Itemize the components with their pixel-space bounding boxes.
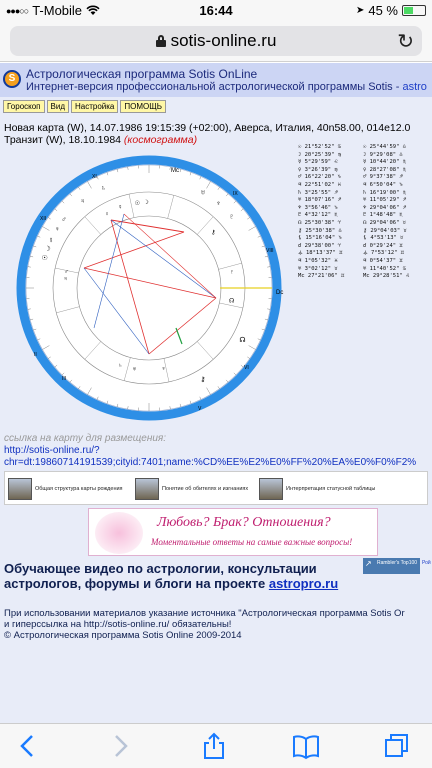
video-thumbnail[interactable] <box>135 478 159 500</box>
address-bar[interactable] <box>10 26 422 56</box>
astropro-link[interactable]: astropro.ru <box>268 576 339 591</box>
menu-help[interactable]: ПОМОЩЬ <box>120 100 166 113</box>
embed-link-caption: ссылка на карту для размещения: <box>4 433 167 444</box>
transit-glyph: ⚷ <box>211 230 216 237</box>
share-icon[interactable] <box>202 732 226 760</box>
tabs-icon[interactable] <box>384 732 410 760</box>
house-ii: II <box>34 352 37 358</box>
planet-row <box>298 212 425 220</box>
transit-glyph: ♄ <box>118 362 123 369</box>
video-label[interactable]: Общая структура карты рождения <box>35 486 123 492</box>
natal-position: ☌ 29°38'00" ♈ <box>298 242 342 249</box>
transit-glyph: ☉ <box>134 200 141 207</box>
footer-line1: При использовании материалов указание источника "Астрологическая программа Sotis Or <box>4 608 405 619</box>
transit-position: ☿ 10°44'20" ♏ <box>363 159 407 166</box>
natal-position: ♂ 16°22'20" ♑ <box>298 174 342 181</box>
house-ix: IX <box>233 191 238 197</box>
horoscope-wheel[interactable] <box>4 148 294 428</box>
embed-link-line2: chr=dt:19860714191539;cityid:7401;name:%CD%EE%E2%E0%FF%20%EA%E0%F0%F2% <box>4 457 417 468</box>
natal-position: ♃ 22°51'02" ♓ <box>298 181 342 188</box>
planet-glyph: ⚷ <box>200 376 206 384</box>
cosmogram-text: (космограмма) <box>123 134 198 146</box>
cupid-icon <box>95 512 143 554</box>
site-subtitle-text: Интернет-версия профессиональной астрологической программы Sotis - <box>26 81 403 93</box>
natal-position: ♀ 3°26'39" ♍ <box>298 166 338 173</box>
bookmarks-icon[interactable] <box>292 732 320 760</box>
transit-position: Mc 29°28'51" ♌ <box>363 273 410 280</box>
natal-position: ♅ 18°07'16" ♐ <box>298 197 342 204</box>
site-subtitle <box>26 81 427 93</box>
planet-glyph: ♀ <box>54 225 61 233</box>
promo-text <box>4 561 354 591</box>
planet-row <box>298 220 425 228</box>
menu-horoscope[interactable]: Гороскоп <box>3 100 45 113</box>
transit-glyph: ☿ <box>118 205 123 212</box>
planet-row <box>298 205 425 213</box>
menu-view[interactable]: Вид <box>47 100 69 113</box>
status-bar <box>0 0 432 22</box>
menu-settings[interactable]: Настройка <box>71 100 118 113</box>
arrow-icon: ↗ <box>365 559 372 568</box>
video-label[interactable]: Понятие об обителях и изгнаниях <box>162 486 249 492</box>
planet-glyph: ☿ <box>48 237 54 245</box>
transit-position: ♄ 16°19'00" ♏ <box>363 189 407 196</box>
banner-subtitle: Моментальные ответы на самые важные вопросы! <box>151 537 353 547</box>
forward-icon[interactable] <box>112 732 130 760</box>
rambler-side-text: Рой <box>422 560 431 566</box>
natal-position: ♃ 1°05'32" ♓ <box>298 257 338 264</box>
natal-position: ☊ 25°30'38" ♈ <box>298 219 342 226</box>
transit-position: ☽ 9°29'08" ♎ <box>363 151 403 158</box>
transit-text: Транзит (W), 18.10.1984 <box>4 134 124 146</box>
battery-percent: 45 % <box>368 3 398 18</box>
chart-info <box>4 122 410 146</box>
planet-row <box>298 250 425 258</box>
transit-position: ⚶ 7°53'12" ♊ <box>363 250 405 257</box>
planet-glyph: ☉ <box>41 255 48 263</box>
natal-position: ♅ 3°02'12" ♉ <box>298 265 338 272</box>
transit-position: ☉ 25°44'59" ♎ <box>363 144 407 150</box>
transit-glyph: ♅ <box>132 366 137 373</box>
transit-position: ♅ 11°40'52" ♋ <box>363 265 407 272</box>
site-header <box>0 63 432 97</box>
planet-glyph: ♄ <box>100 185 106 193</box>
planet-row <box>298 152 425 160</box>
ad-banner[interactable] <box>88 508 378 556</box>
footer-line2: и гиперссылка на http://sotis-online.ru/ обязательны! <box>4 619 232 630</box>
embed-link-url[interactable] <box>4 445 416 469</box>
video-label[interactable]: Интерпретация статусной таблицы <box>286 486 376 492</box>
natal-position: ♆ 3°56'46" ♑ <box>298 204 338 211</box>
natal-position: ⚸ 15°16'04" ♑ <box>298 235 342 242</box>
transit-position: ♆ 29°04'06" ♐ <box>363 204 407 211</box>
transit-position: ⚸ 4°53'13" ♉ <box>363 235 404 242</box>
natal-position: ⚷ 25°30'38" ♎ <box>298 227 342 234</box>
natal-position: ☉ 21°52'52" ♋ <box>298 144 342 150</box>
carrier-name: T-Mobile <box>32 3 83 18</box>
battery-area <box>356 3 426 18</box>
transit-position: ⚷ 29°04'03" ♉ <box>363 227 407 234</box>
natal-position: Mc 27°21'06" ♊ <box>298 273 345 280</box>
sotis-logo-icon[interactable]: S <box>3 70 21 88</box>
site-title: Астрологическая программа Sotis OnLine <box>26 67 258 81</box>
url-display[interactable] <box>10 31 422 51</box>
transit-glyph: ☽ <box>143 200 149 207</box>
promo-body: Обучающее видео по астрологии, консультации астрологов, форумы и блоги на проекте <box>4 561 317 591</box>
transit-position: ♇ 1°48'48" ♏ <box>363 212 403 219</box>
location-icon: ➤ <box>355 5 365 16</box>
planet-row <box>298 258 425 266</box>
main-menu <box>3 100 166 113</box>
planet-glyph: ♆ <box>215 200 222 208</box>
transit-glyph: ♆ <box>161 366 166 373</box>
planet-row <box>298 144 425 152</box>
transit-glyph: ♀ <box>104 211 110 218</box>
natal-position: ⚶ 18°13'37" ♊ <box>298 250 343 257</box>
house-vi: VI <box>244 365 249 371</box>
natal-position: ♇ 4°32'12" ♏ <box>298 212 338 219</box>
house-v: V <box>198 406 202 412</box>
planet-row <box>298 190 425 198</box>
battery-fill <box>404 7 413 14</box>
mc-label: Mc <box>171 168 179 174</box>
house-xii: XII <box>40 216 47 222</box>
transit-position: ♃ 6°50'04" ♑ <box>363 181 403 188</box>
browser-toolbar <box>0 723 432 768</box>
signal-icon: ●●●○○ <box>6 5 29 16</box>
video-strip <box>4 471 428 505</box>
video-thumbnail[interactable] <box>259 478 283 500</box>
copyright: © Астрологическая программа Sotis Online 2009-2014 <box>4 630 242 641</box>
video-thumbnail[interactable] <box>8 478 32 500</box>
natal-position: ♄ 3°25'55" ♐ <box>298 189 338 196</box>
planet-row <box>298 197 425 205</box>
natal-position: ☿ 5°29'59" ♌ <box>298 159 338 166</box>
house-viii: VIII <box>266 248 274 254</box>
house-xi: XI <box>92 174 97 180</box>
battery-icon <box>402 5 426 16</box>
web-page <box>0 63 432 723</box>
transit-position: ☊ 29°04'06" ♉ <box>363 219 407 226</box>
transit-position: ♀ 28°27'08" ♏ <box>363 166 407 173</box>
back-icon[interactable] <box>18 732 36 760</box>
planet-glyph: ☽ <box>44 246 51 254</box>
transit-position: ♃ 0°54'37" ♊ <box>363 257 403 264</box>
planet-row <box>298 182 425 190</box>
rambler-counter[interactable] <box>363 558 420 574</box>
planet-row <box>298 228 425 236</box>
footer-notes <box>4 608 405 641</box>
rambler-label: Rambler's Top100 <box>377 560 418 566</box>
transit-glyph: ♂ <box>64 269 69 276</box>
reload-icon[interactable]: ↻ <box>397 31 414 53</box>
transit-glyph: ♇ <box>229 269 234 276</box>
embed-link-line1: http://sotis-online.ru/? <box>4 445 100 456</box>
video-item[interactable] <box>8 476 127 502</box>
planet-row <box>298 159 425 167</box>
planet-positions-table <box>298 144 425 281</box>
planet-glyph: ♇ <box>229 213 235 221</box>
astro-link[interactable]: astro <box>402 81 427 93</box>
planet-row <box>298 174 425 182</box>
planet-glyph: ♂ <box>61 216 67 224</box>
planet-row <box>298 266 425 274</box>
planet-row <box>298 235 425 243</box>
transit-position: ♅ 11°05'29" ♐ <box>363 197 407 204</box>
chart-info-line1: Новая карта (W), 14.07.1986 19:15:39 (+02:00), Аверса, Италия, 40n58.00, 014e12.0 <box>4 122 411 134</box>
planet-glyph: ♃ <box>79 197 86 205</box>
url-text: sotis-online.ru <box>170 31 277 50</box>
transit-glyph: ☊ <box>229 298 235 305</box>
natal-position: ☽ 20°25'39" ♍ <box>298 151 342 158</box>
transit-position: ☌ 0°29'24" ♊ <box>363 242 403 249</box>
video-item[interactable] <box>135 476 254 502</box>
planet-glyph: ♅ <box>200 189 206 197</box>
video-item[interactable] <box>259 476 378 502</box>
banner-title: Любовь? Брак? Отношения? <box>157 515 331 530</box>
transit-glyph: ♃ <box>63 276 68 283</box>
clock: 16:44 <box>199 3 233 18</box>
lock-icon <box>156 35 166 47</box>
house-iii: III <box>62 376 67 382</box>
planet-row <box>298 243 425 251</box>
planet-row <box>298 273 425 281</box>
dc-label: Dc <box>276 290 284 296</box>
transit-position: ♂ 9°37'38" ♐ <box>363 174 403 181</box>
browser-chrome <box>0 22 432 62</box>
planet-glyph: ☊ <box>239 337 246 344</box>
planet-row <box>298 167 425 175</box>
